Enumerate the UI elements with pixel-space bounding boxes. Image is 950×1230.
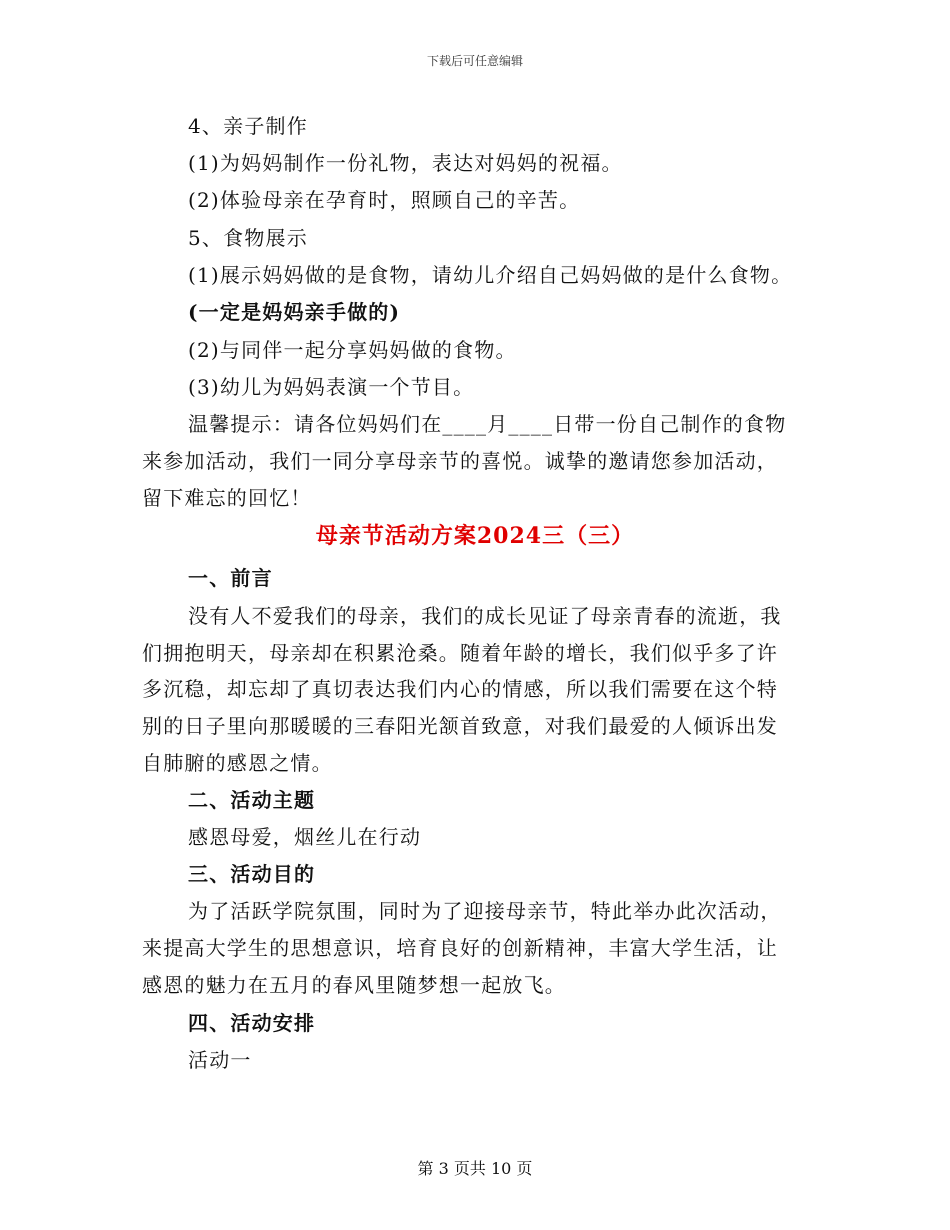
paragraph-line: 们拥抱明天，母亲却在积累沧桑。随着年龄的增长，我们似乎多了许 bbox=[142, 641, 778, 665]
section-heading-arrangement: 四、活动安排 bbox=[188, 1011, 316, 1035]
paragraph-line: 来提高大学生的思想意识，培育良好的创新精神，丰富大学生活，让 bbox=[142, 936, 778, 960]
paragraph-line: 自肺腑的感恩之情。 bbox=[142, 751, 333, 775]
reminder-text: 温馨提示：请各位妈妈们在____月____日带一份自己制作的食物 bbox=[188, 412, 787, 436]
page-footer: 第 3 页共 10 页 bbox=[417, 1159, 533, 1178]
section-title: 母亲节活动方案2024三（三） bbox=[315, 523, 635, 549]
paragraph-line: 没有人不爱我们的母亲，我们的成长见证了母亲青春的流逝，我 bbox=[188, 604, 782, 628]
list-item: (2)体验母亲在孕育时，照顾自己的辛苦。 bbox=[188, 188, 581, 212]
paragraph-line: 为了活跃学院氛围，同时为了迎接母亲节，特此举办此次活动， bbox=[188, 899, 782, 923]
paragraph-line: 多沉稳，却忘却了真切表达我们内心的情感，所以我们需要在这个特 bbox=[142, 677, 778, 701]
section-heading-preface: 一、前言 bbox=[188, 566, 273, 590]
paragraph-line: 感恩母爱，烟丝儿在行动 bbox=[188, 825, 422, 849]
paragraph-line: 活动一 bbox=[188, 1048, 252, 1072]
reminder-text: 来参加活动，我们一同分享母亲节的喜悦。诚挚的邀请您参加活动， bbox=[142, 449, 778, 473]
reminder-text: 留下难忘的回忆！ bbox=[142, 486, 312, 510]
page-header: 下载后可任意编辑 bbox=[426, 54, 523, 68]
note-bold: (一定是妈妈亲手做的) bbox=[188, 300, 401, 324]
list-item: (2)与同伴一起分享妈妈做的食物。 bbox=[188, 338, 517, 362]
section-heading-theme: 二、活动主题 bbox=[188, 788, 316, 812]
paragraph-line: 感恩的魅力在五月的春风里随梦想一起放飞。 bbox=[142, 973, 566, 997]
paragraph-line: 别的日子里向那暖暖的三春阳光颔首致意，对我们最爱的人倾诉出发 bbox=[142, 714, 778, 738]
section-heading-purpose: 三、活动目的 bbox=[188, 862, 316, 886]
list-heading-parent-child-making: 4、亲子制作 bbox=[188, 114, 308, 138]
list-item: (1)为妈妈制作一份礼物，表达对妈妈的祝福。 bbox=[188, 151, 623, 175]
list-item: (1)展示妈妈做的是食物，请幼儿介绍自己妈妈做的是什么食物。 bbox=[188, 263, 793, 287]
list-item: (3)幼儿为妈妈表演一个节目。 bbox=[188, 375, 475, 399]
list-heading-food-display: 5、食物展示 bbox=[188, 226, 308, 250]
